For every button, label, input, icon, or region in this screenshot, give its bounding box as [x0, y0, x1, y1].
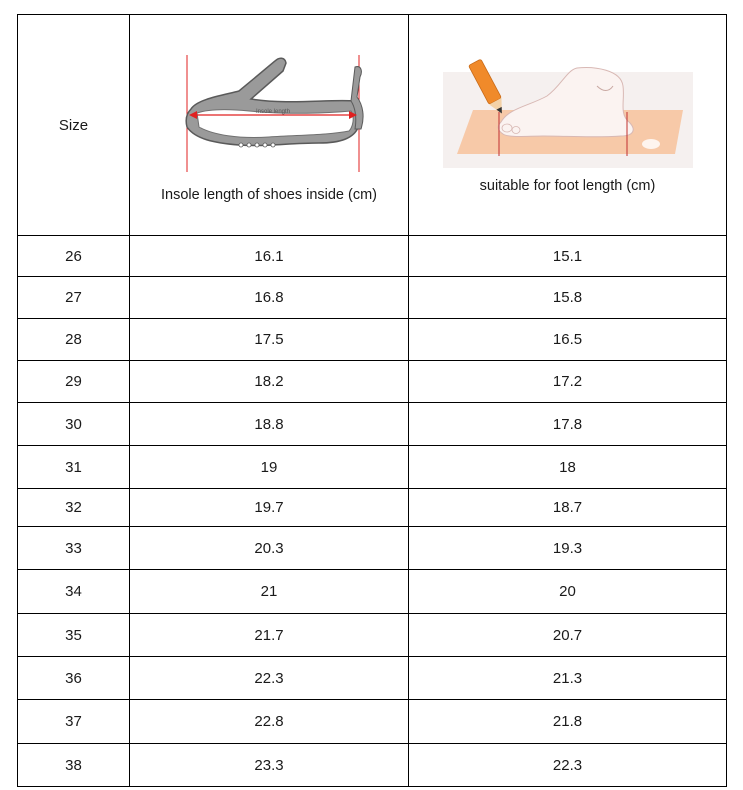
insole-diagram-label: Insole length: [255, 109, 291, 115]
header-size-label: Size: [58, 116, 89, 134]
header-foot-label: suitable for foot length (cm): [479, 178, 656, 194]
size-chart: [17, 14, 726, 787]
cell-insole: 21.7: [130, 614, 409, 657]
cell-insole: 22.3: [130, 657, 409, 700]
table-row: [18, 446, 727, 489]
cell-foot: 17.8: [409, 403, 727, 446]
cell-foot: 21.8: [409, 700, 727, 744]
size-table: [17, 14, 727, 787]
cell-size: 37: [18, 700, 130, 744]
cell-insole: 19: [130, 446, 409, 489]
cell-size: 36: [18, 657, 130, 700]
cell-insole: 17.5: [130, 319, 409, 361]
cell-foot: 16.5: [409, 319, 727, 361]
cell-foot: 17.2: [409, 361, 727, 403]
cell-foot: 20.7: [409, 614, 727, 657]
cell-insole: 16.8: [130, 277, 409, 319]
header-insole-label: Insole length of shoes inside (cm): [161, 187, 377, 203]
cell-foot: 15.8: [409, 277, 727, 319]
table-row: [18, 527, 727, 570]
table-row: [18, 614, 727, 657]
table-row: [18, 657, 727, 700]
header-foot: [409, 15, 727, 236]
cell-size: 31: [18, 446, 130, 489]
cell-foot: 22.3: [409, 744, 727, 787]
cell-size: 35: [18, 614, 130, 657]
cell-insole: 18.8: [130, 403, 409, 446]
table-row: [18, 700, 727, 744]
cell-size: 33: [18, 527, 130, 570]
table-row: [18, 319, 727, 361]
cell-insole: 21: [130, 570, 409, 614]
header-row: [18, 15, 727, 236]
shoe-insole-icon: [169, 47, 369, 177]
table-row: [18, 236, 727, 277]
cell-size: 32: [18, 489, 130, 527]
cell-foot: 18: [409, 446, 727, 489]
table-row: [18, 403, 727, 446]
cell-size: 26: [18, 236, 130, 277]
cell-foot: 15.1: [409, 236, 727, 277]
header-size: [18, 15, 130, 236]
cell-foot: 18.7: [409, 489, 727, 527]
cell-size: 28: [18, 319, 130, 361]
cell-size: 27: [18, 277, 130, 319]
cell-size: 34: [18, 570, 130, 614]
table-row: [18, 744, 727, 787]
cell-size: 38: [18, 744, 130, 787]
cell-insole: 23.3: [130, 744, 409, 787]
table-row: [18, 570, 727, 614]
cell-size: 29: [18, 361, 130, 403]
cell-size: 30: [18, 403, 130, 446]
cell-foot: 21.3: [409, 657, 727, 700]
table-row: [18, 361, 727, 403]
foot-measure-icon: [443, 56, 693, 168]
cell-insole: 18.2: [130, 361, 409, 403]
cell-insole: 16.1: [130, 236, 409, 277]
header-insole: [130, 15, 409, 236]
cell-foot: 20: [409, 570, 727, 614]
cell-insole: 19.7: [130, 489, 409, 527]
table-row: [18, 277, 727, 319]
cell-foot: 19.3: [409, 527, 727, 570]
cell-insole: 20.3: [130, 527, 409, 570]
table-row: [18, 489, 727, 527]
cell-insole: 22.8: [130, 700, 409, 744]
